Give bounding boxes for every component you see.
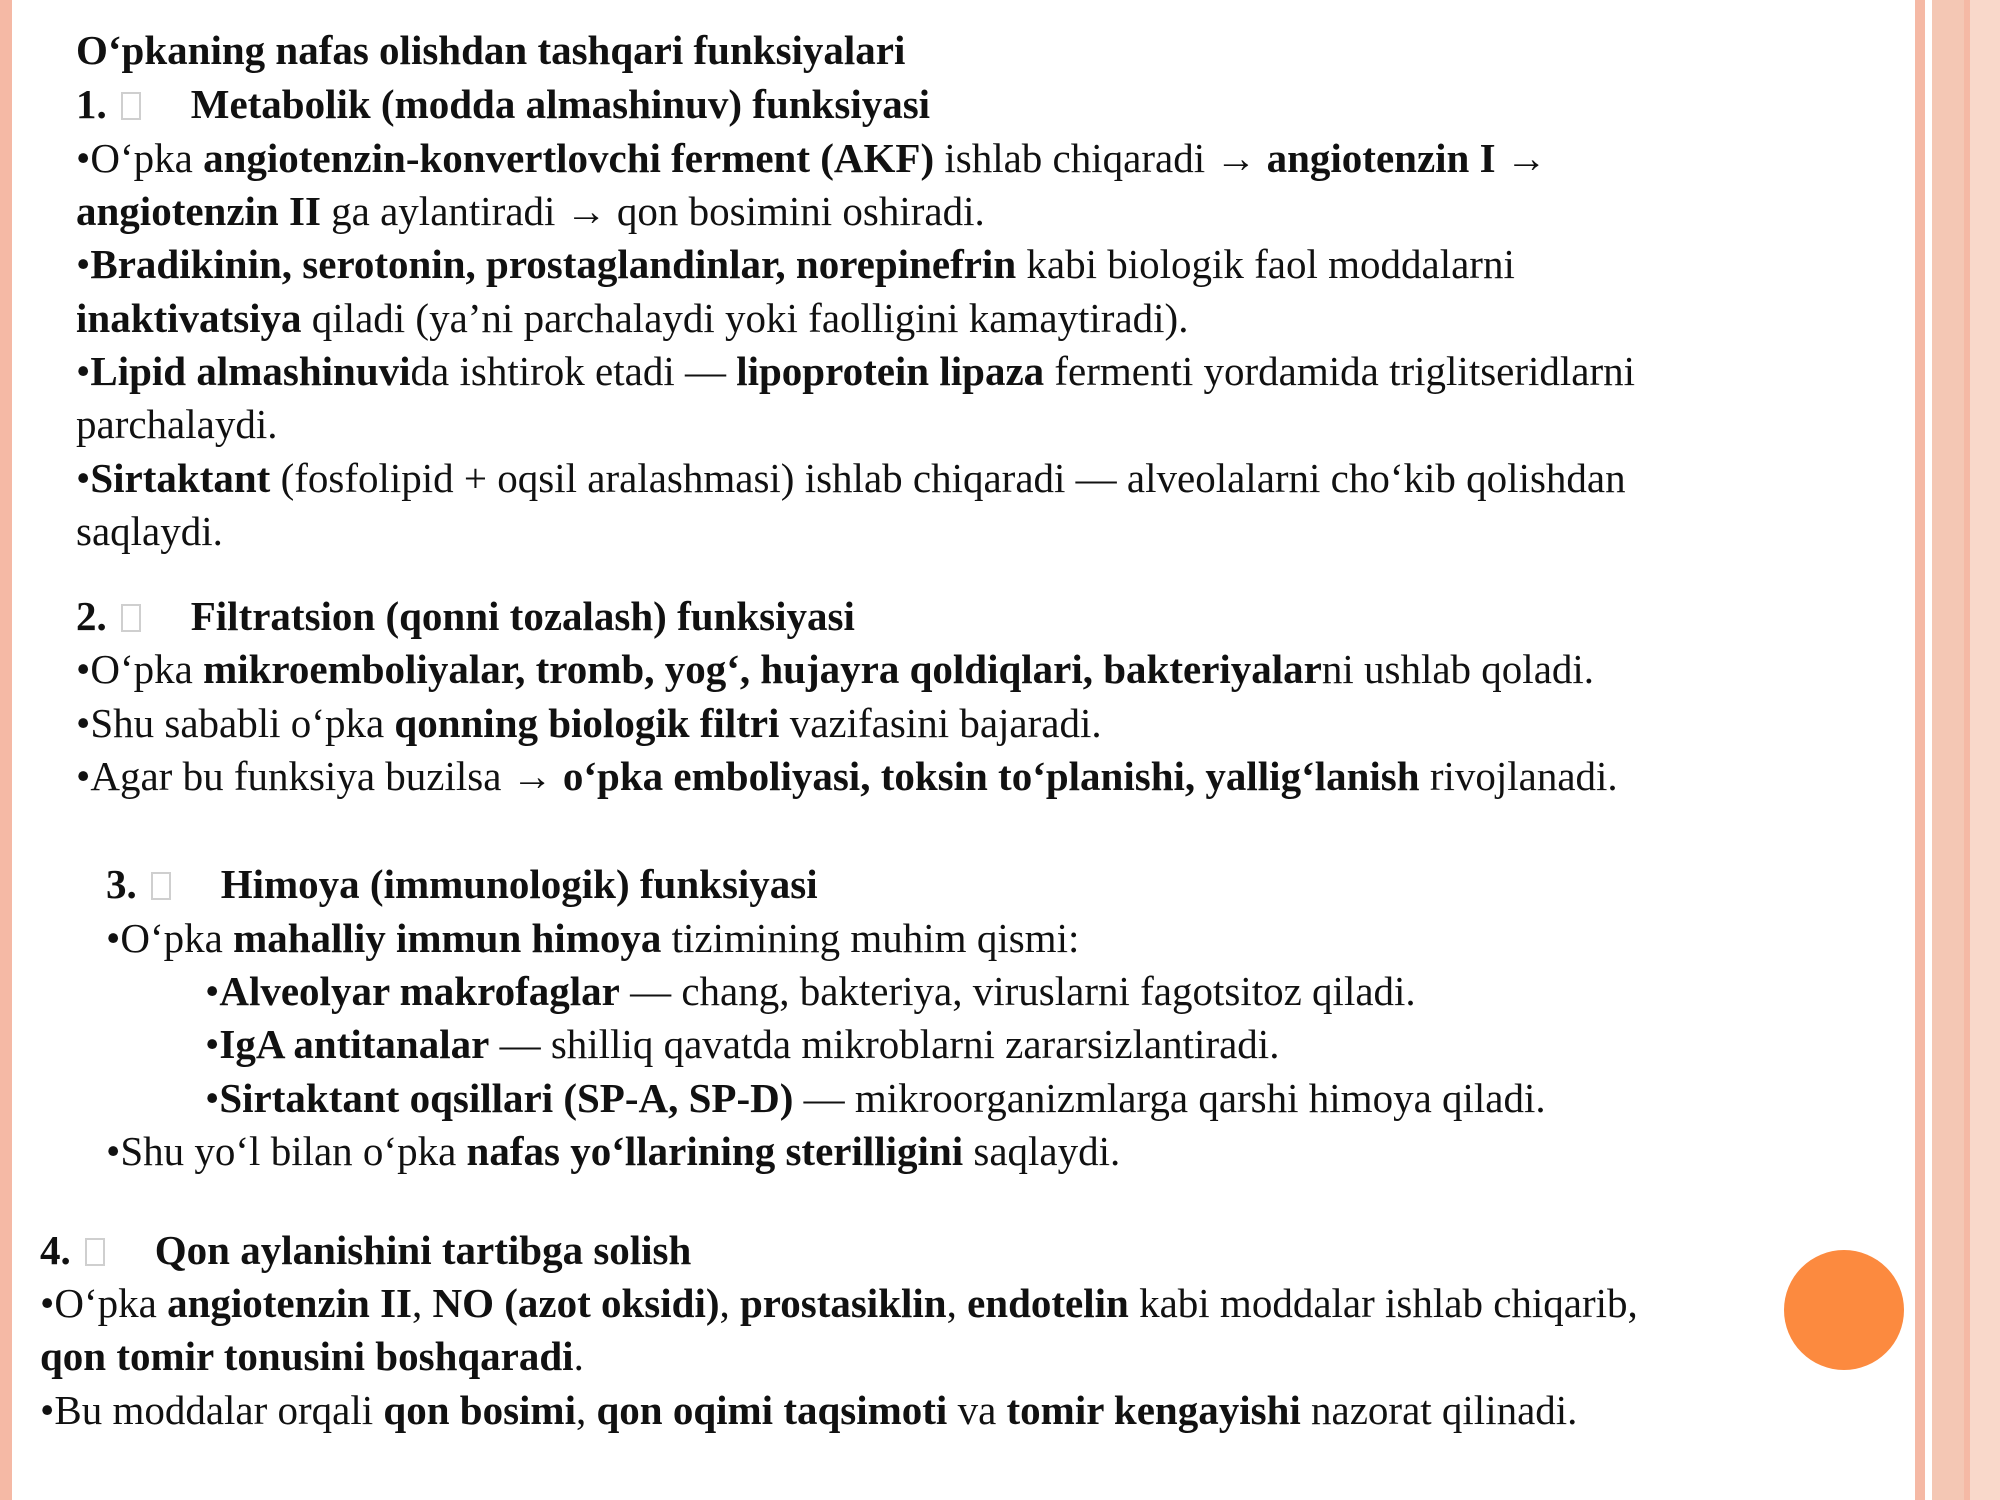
text-run: •O‘pka [40,1280,168,1326]
text-run: •O‘pka [76,135,204,181]
text-run: → [1495,135,1547,181]
text-line [40,1277,1638,1329]
text-run: •Shu yo‘l bilan o‘pka [106,1128,467,1174]
text-run: • [76,455,91,501]
right-border-stripe [1970,0,2000,1500]
section-number: 2. [76,593,107,639]
bold-text-run: mahalliy immun himoya [233,915,662,961]
text-line [106,912,1079,964]
bold-text-run: nafas yo‘llarining sterilligini [466,1128,964,1174]
text-run: •Agar bu funksiya buzilsa → [76,753,563,799]
bold-text-run: qon oqimi taqsimoti [596,1387,948,1433]
text-run: — shilliq qavatda mikroblarni zararsizlantiradi. [489,1021,1280,1067]
section-title: Metabolik (modda almashinuv) funksiyasi [190,81,931,127]
text-run: , [946,1280,968,1326]
bold-text-run: mikroemboliyalar, tromb, yog‘, hujayra qoldiqlari, bakteriyalar [203,646,1322,692]
bold-text-run: IgA antitanalar [219,1021,490,1067]
bold-text-run: qon bosimi [383,1387,576,1433]
bold-text-run: angiotenzin-konvertlovchi ferment (AKF) [203,135,935,181]
text-run: , [411,1280,433,1326]
text-line [76,750,1618,802]
missing-glyph-icon [121,92,141,120]
text-run: ishlab chiqaradi → [934,135,1267,181]
text-line [76,398,277,450]
text-run: rivojlanadi. [1419,753,1618,799]
text-line [76,292,1188,344]
text-run: — chang, bakteriya, viruslarni fagotsitoz qiladi. [619,968,1416,1014]
text-run: •Bu moddalar orqali [40,1387,384,1433]
section-heading [106,858,818,910]
text-run: (fosfolipid + oqsil aralashmasi) ishlab chiqaradi — alveolalarni cho‘kib qolishdan [270,455,1626,501]
missing-glyph-icon [85,1238,105,1266]
section-title: Himoya (immunologik) funksiyasi [220,861,818,907]
text-run: • [76,348,91,394]
missing-glyph-icon [121,604,141,632]
text-run: saqlaydi. [76,508,223,554]
text-line [205,1072,1546,1124]
text-run: fermenti yordamida triglitseridlarni [1044,348,1636,394]
text-run: — mikroorganizmlarga qarshi himoya qiladi. [793,1075,1546,1121]
bold-text-run: qonning biologik filtri [394,700,780,746]
right-border-stripe [1915,0,1925,1500]
section-heading [76,590,855,642]
bold-text-run: lipoprotein lipaza [736,348,1045,394]
text-run: da ishtirok etadi — [410,348,737,394]
text-line [76,238,1515,290]
text-run: tizimining muhim qismi: [661,915,1080,961]
bold-text-run: qon tomir tonusini boshqaradi [40,1333,574,1379]
bold-text-run: angiotenzin II [76,188,321,234]
text-run: parchalaydi. [76,401,278,447]
bold-text-run: Bradikinin, serotonin, prostaglandinlar, norepinefrin [90,241,1017,287]
bold-text-run: o‘pka emboliyasi, toksin to‘planishi, yallig‘lanish [562,753,1420,799]
left-border-stripe [0,0,12,1500]
bold-text-run: endotelin [967,1280,1129,1326]
missing-glyph-icon [151,872,171,900]
bold-text-run: angiotenzin II [167,1280,412,1326]
text-run: ga aylantiradi → qon bosimini oshiradi. [320,188,985,234]
text-run: saqlaydi. [963,1128,1121,1174]
text-line [205,1018,1279,1070]
text-run: •Shu sababli o‘pka [76,700,395,746]
bold-text-run: Lipid almashinuvi [90,348,411,394]
text-line [205,965,1416,1017]
text-run: • [205,968,220,1014]
bold-text-run: prostasiklin [739,1280,947,1326]
text-run: • [205,1075,220,1121]
text-run: va [947,1387,1007,1433]
text-run: • [205,1021,220,1067]
bold-text-run: NO (azot oksidi) [432,1280,720,1326]
text-line [76,697,1102,749]
decorative-orange-circle [1784,1250,1904,1370]
bold-text-run: tomir kengayishi [1006,1387,1301,1433]
section-title: Qon aylanishini tartibga solish [154,1227,692,1273]
bold-text-run: Alveolyar makrofaglar [219,968,620,1014]
text-line [76,185,985,237]
text-line [40,1384,1577,1436]
text-run: vazifasini bajaradi. [779,700,1102,746]
text-line [40,1330,584,1382]
text-line [76,643,1594,695]
text-run: ni ushlab qoladi. [1321,646,1595,692]
text-run: , [575,1387,597,1433]
section-number: 3. [106,861,137,907]
bold-text-run: inaktivatsiya [76,295,302,341]
text-run: . [573,1333,584,1379]
text-run: qiladi (ya’ni parchalaydi yoki faolligini kamaytiradi). [301,295,1189,341]
text-line [76,132,1547,184]
text-run: nazorat qilinadi. [1300,1387,1578,1433]
text-line [76,345,1635,397]
bold-text-run: Sirtaktant oqsillari (SP-A, SP-D) [219,1075,794,1121]
text-run: • [76,241,91,287]
text-run: kabi biologik faol moddalarni [1016,241,1515,287]
text-run: •O‘pka [106,915,234,961]
section-heading [76,78,930,130]
bold-text-run: Sirtaktant [90,455,271,501]
section-number: 1. [76,81,107,127]
text-line [76,505,223,557]
text-run: kabi moddalar ishlab chiqarib, [1128,1280,1638,1326]
right-border-stripe [1932,0,1964,1500]
bold-text-run: angiotenzin I [1266,135,1496,181]
text-line [76,452,1626,504]
slide-title: O‘pkaning nafas olishdan tashqari funksiyalari [76,27,906,73]
section-heading [40,1224,691,1276]
section-number: 4. [40,1227,71,1273]
text-run: •O‘pka [76,646,204,692]
text-line [106,1125,1120,1177]
section-title: Filtratsion (qonni tozalash) funksiyasi [190,593,855,639]
text-run: , [719,1280,740,1326]
